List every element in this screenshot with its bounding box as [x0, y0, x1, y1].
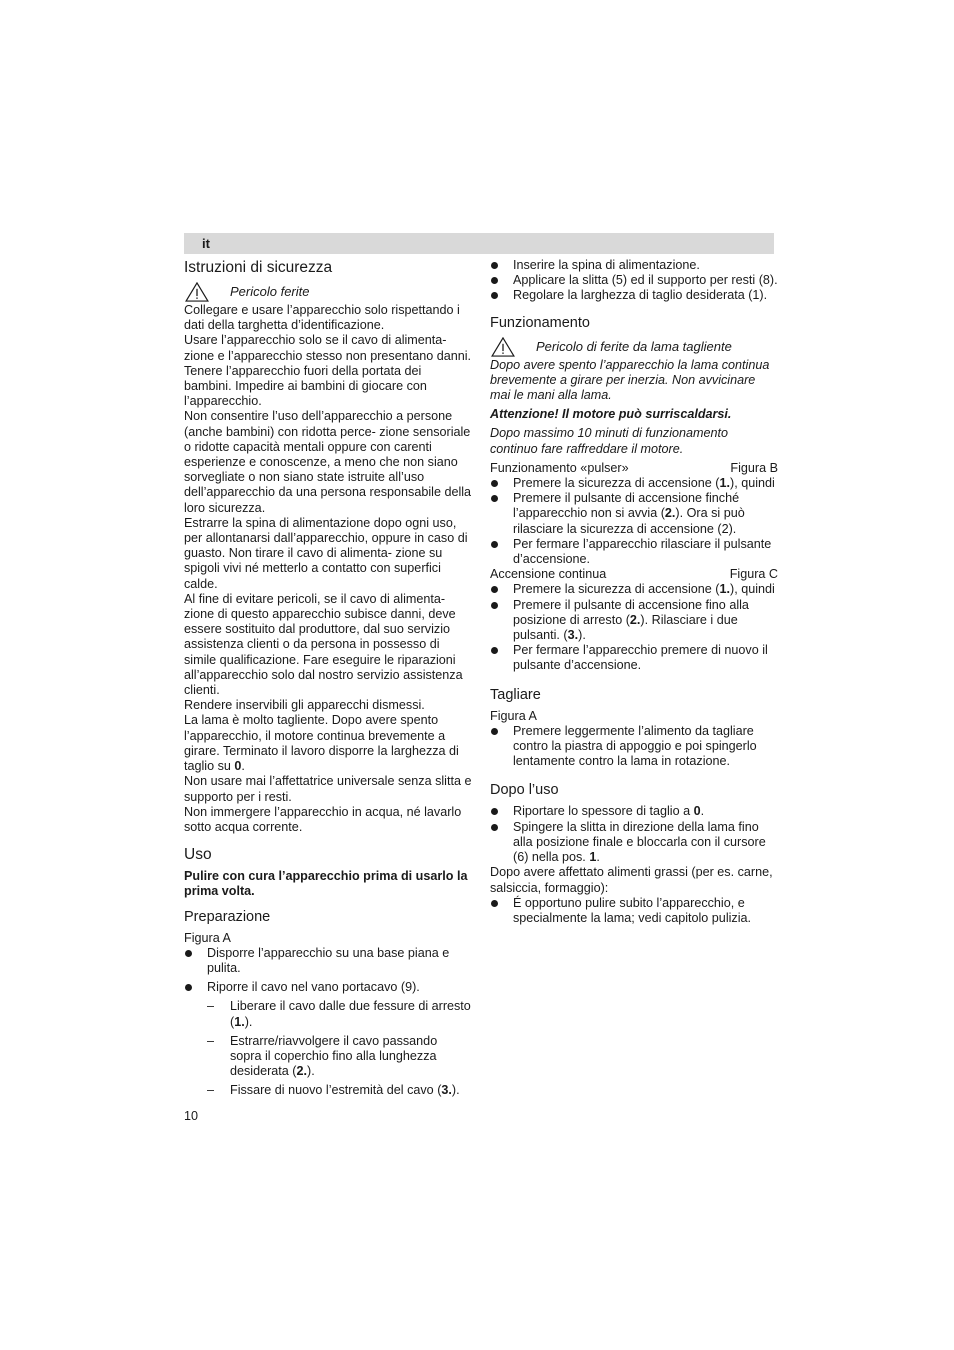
safety-title: Istruzioni di sicurezza: [184, 259, 333, 276]
cutting-figure: Figura A: [490, 708, 537, 723]
list-item: Disporre l’apparecchio su una base piana e pulita.: [184, 946, 472, 976]
safety-paragraph: Non consentire l’uso dell’apparecchio a persone (anche bambini) con ridotta perce- zione sensoriale o ridotte capacità mentali oppure con carenti esperienze e conoscenze, a meno che non siano sorvegliate o non siano state istruite all’uso dell’apparecchio da una persona responsabile della loro sicurezza.: [184, 409, 472, 515]
greasy-list: [490, 896, 778, 926]
language-bar: [184, 233, 774, 254]
list-item: Per fermare l’apparecchio premere di nuovo il pulsante d’accensione.: [490, 643, 778, 673]
after-use-list: [490, 804, 778, 865]
safety-paragraph: Usare l’apparecchio solo se il cavo di alimenta- zione e l’apparecchio stesso non presentano danni.: [184, 333, 472, 363]
safety-paragraph: Rendere inservibili gli apparecchi dismessi.: [184, 698, 425, 713]
list-item: Premere il pulsante di accensione finché l’apparecchio non si avvia (2.). Ora si può rilasciare la sicurezza di accensione (2).: [490, 491, 778, 537]
right-column: [490, 258, 778, 926]
sub-list-item: – Fissare di nuovo l’estremità del cavo (3.).: [184, 1083, 472, 1098]
safety-paragraph: Tenere l’apparecchio fuori della portata dei bambini. Impedire ai bambini di giocare con l’apparecchio.: [184, 363, 427, 409]
list-item: Spingere la slitta in direzione della lama fino alla posizione finale e bloccarla con il cursore (6) nella pos. 1.: [490, 820, 778, 866]
page-number: 10: [184, 1109, 199, 1123]
list-item: Per fermare l’apparecchio rilasciare il pulsante d’accensione.: [490, 537, 778, 567]
blade-paragraph: La lama è molto tagliente. Dopo avere spento l’apparecchio, il motore continua brevemente a girare. Terminato il lavoro disporre la larghezza di taglio su 0.: [184, 713, 459, 774]
uso-title: Uso: [184, 846, 212, 864]
list-item: É opportuno pulire subito l’apparecchio, e specialmente la lama; vedi capitolo pulizia.: [490, 896, 778, 926]
greasy-note: Dopo avere affettato alimenti grassi (per es. carne, salsiccia, formaggio):: [490, 865, 773, 895]
motor-note: Dopo massimo 10 minuti di funzionamento continuo fare raffreddare il motore.: [490, 426, 729, 456]
preparation-title: Preparazione: [184, 908, 271, 925]
uso-note: Pulire con cura l’apparecchio prima di usarlo la prima volta.: [184, 869, 468, 899]
list-item: Inserire la spina di alimentazione.: [490, 258, 778, 273]
pulser-list: [490, 476, 778, 567]
preparation-list: [184, 946, 472, 1099]
injury-warning: [184, 282, 472, 302]
safety-paragraph: Collegare e usare l’apparecchio solo rispettando i dati della targhetta d’identificazione.: [184, 303, 460, 333]
safety-paragraph: Non usare mai l’affettatrice universale senza slitta e supporto per i resti.: [184, 774, 472, 804]
motor-attention: Attenzione! Il motore può surriscaldarsi.: [490, 407, 732, 422]
safety-paragraph: Al fine di evitare pericoli, se il cavo di alimenta- zione di questo apparecchio subisce danni, deve essere sostituito dal produttore, dal suo servizio assistenza clienti o da persona in possesso di simile qualificazione. Fare eseguire le riparazioni all’apparecchio solo dal nostro servizio assistenza clienti.: [184, 591, 463, 698]
language-code: it: [202, 236, 210, 251]
pulser-heading: Funzionamento «pulser» Figura B: [490, 460, 778, 475]
warning-label: Pericolo di ferite da lama tagliente: [536, 339, 732, 354]
blade-warning: [490, 337, 778, 357]
operation-title: Funzionamento: [490, 314, 590, 331]
sub-list-item: – Estrarre/riavvolgere il cavo passando sopra il coperchio fino alla lunghezza desiderata (2.).: [184, 1034, 472, 1080]
warning-triangle-icon: [184, 282, 210, 302]
left-column: [184, 258, 472, 1099]
list-item: Premere la sicurezza di accensione (1.), quindi: [490, 582, 778, 597]
list-item: Applicare la slitta (5) ed il supporto per resti (8).: [490, 273, 778, 288]
cutting-list: [490, 724, 778, 770]
safety-paragraph: Estrarre la spina di alimentazione dopo ogni uso, per allontanarsi dall’apparecchio, oppure in caso di guasto. Non tirare il cavo di alimenta- zione su spigoli vivi né metterlo a contatto con superfici calde.: [184, 515, 468, 591]
list-item: Regolare la larghezza di taglio desiderata (1).: [490, 288, 778, 303]
continuous-list: [490, 582, 778, 673]
warning-triangle-icon: [490, 337, 516, 357]
list-item: Premere la sicurezza di accensione (1.), quindi: [490, 476, 778, 491]
list-item: Riporre il cavo nel vano portacavo (9).: [184, 980, 472, 995]
safety-paragraph: Non immergere l’apparecchio in acqua, né lavarlo sotto acqua corrente.: [184, 804, 462, 834]
warning-label: Pericolo ferite: [230, 284, 310, 300]
after-use-title: Dopo l’uso: [490, 782, 559, 799]
list-item: Riportare lo spessore di taglio a 0.: [490, 804, 778, 819]
list-item: Premere il pulsante di accensione fino alla posizione di arresto (2.). Rilasciare i due pulsanti. (3.).: [490, 598, 778, 644]
cutting-title: Tagliare: [490, 686, 541, 703]
list-item: Premere leggermente l’alimento da tagliare contro la piastra di appoggio e poi spingerlo lentamente contro la lama in rotazione.: [490, 724, 778, 770]
preparation-list-cont: [490, 258, 778, 304]
continuous-heading: Accensione continua Figura C: [490, 567, 778, 582]
sub-list-item: – Liberare il cavo dalle due fessure di arresto (1.).: [184, 999, 472, 1029]
inertia-note: Dopo avere spento l’apparecchio la lama continua brevemente a girare per inerzia. Non avvicinare mai le mani alla lama.: [490, 357, 770, 403]
preparation-figure: Figura A: [184, 930, 231, 945]
